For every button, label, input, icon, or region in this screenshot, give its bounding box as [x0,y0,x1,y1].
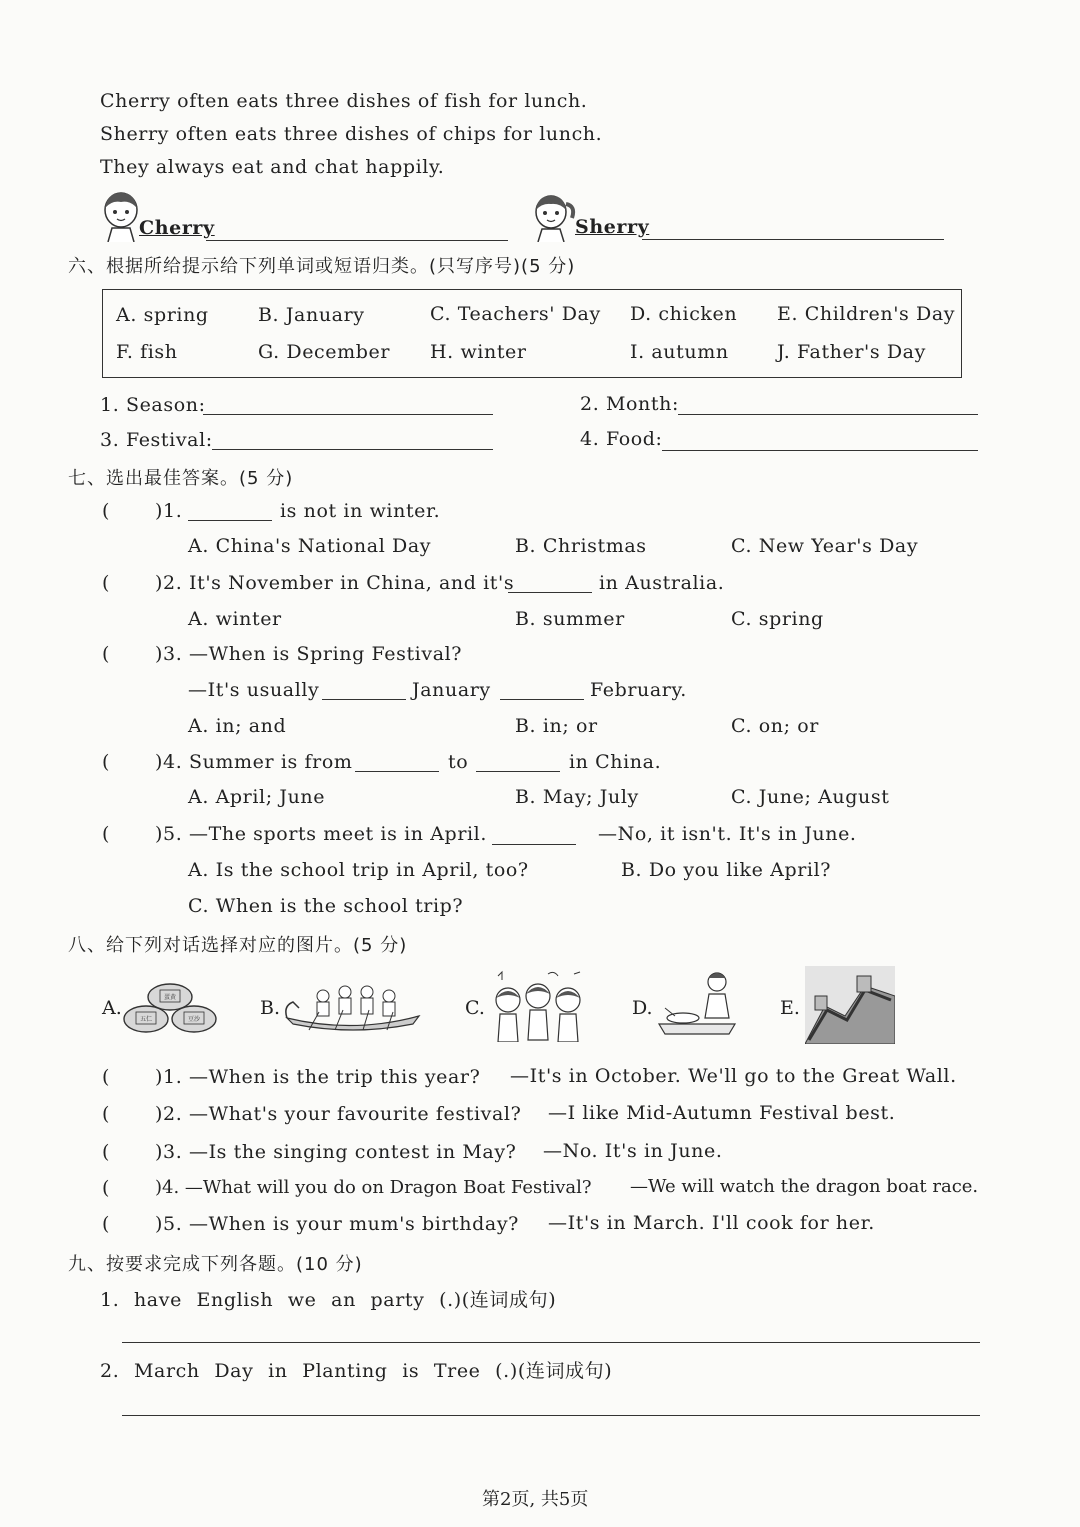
q5-option-b: B. Do you like April? [621,859,832,881]
poem-line-1: Cherry often eats three dishes of fish for lunch. [100,90,588,112]
q3-blank-2 [500,699,584,700]
section-6-title: 六、根据所给提示给下列单词或短语归类。(只写序号)(5 分) [68,256,576,277]
poem-line-2: Sherry often eats three dishes of chips for lunch. [100,123,603,145]
q5-option-c: C. When is the school trip? [188,895,464,917]
q1-num: )1. [155,500,183,522]
q2-text-2: in Australia. [599,572,725,594]
page-number: 第2页, 共5页 [482,1489,589,1510]
q4-paren[interactable]: ( [102,751,110,773]
category-food: 4. Food: [580,428,663,450]
picture-label-a: A. [102,997,122,1019]
singing-kids-picture [488,968,588,1042]
q1-option-a: A. China's National Day [188,535,432,557]
q2-text-1: )2. It's November in China, and it's [155,572,515,594]
festival-answer-line[interactable] [212,449,493,450]
q3-paren[interactable]: ( [102,643,110,665]
word-h: H. winter [430,341,527,363]
q2-blank [508,592,592,593]
dialog-2-answer: —I like Mid-Autumn Festival best. [548,1102,896,1124]
word-g: G. December [258,341,391,363]
q2-paren[interactable]: ( [102,572,110,594]
q3-blank-1 [322,699,406,700]
q2-option-c: C. spring [731,608,824,630]
q3-option-c: C. on; or [731,715,819,737]
q5-text-1: )5. —The sports meet is in April. [155,823,487,845]
mooncake-label-2: 五仁 [139,1016,153,1023]
q4-text-3: in China. [569,751,662,773]
word-j: J. Father's Day [777,341,926,363]
q3-option-a: A. in; and [188,715,287,737]
season-answer-line[interactable] [203,414,493,415]
q5-option-a: A. Is the school trip in April, too? [188,859,529,881]
dialog-3-paren[interactable]: ( [102,1141,110,1163]
word-i: I. autumn [630,341,729,363]
q1-option-c: C. New Year's Day [731,535,919,557]
sherry-answer-line[interactable] [642,239,944,240]
section-9-title: 九、按要求完成下列各题。(10 分) [68,1254,363,1275]
section-7-title: 七、选出最佳答案。(5 分) [68,468,294,489]
q2-option-b: B. summer [515,608,625,630]
word-b: B. January [258,304,365,326]
q4-option-a: A. April; June [188,786,326,808]
picture-label-d: D. [632,997,653,1019]
section-9-q2-answer-line[interactable] [122,1415,980,1416]
dialog-3-question: )3. —Is the singing contest in May? [155,1141,517,1163]
picture-label-b: B. [260,997,281,1019]
q4-text-2: to [448,751,469,773]
dialog-2-question: )2. —What's your favourite festival? [155,1103,522,1125]
word-d: D. chicken [630,303,738,325]
word-f: F. fish [116,341,178,363]
dialog-4-question: )4. —What will you do on Dragon Boat Festival? [155,1177,592,1198]
q3-sub-2: January [412,679,491,701]
section-9-q1: 1. have English we an party (.)(连词成句) [100,1289,557,1311]
dialog-1-paren[interactable]: ( [102,1066,110,1088]
cherry-girl-icon [100,190,142,242]
mooncake-label-1: 蛋黄 [163,994,177,1001]
q4-blank-2 [476,771,560,772]
dialog-3-answer: —No. It's in June. [543,1140,723,1162]
q3-option-b: B. in; or [515,715,598,737]
dialog-1-answer: —It's in October. We'll go to the Great Wall. [510,1065,957,1087]
q4-blank-1 [355,771,439,772]
month-answer-line[interactable] [678,414,978,415]
section-9-q1-answer-line[interactable] [122,1342,980,1343]
picture-label-c: C. [465,997,485,1019]
word-a: A. spring [116,304,209,326]
q4-option-b: B. May; July [515,786,639,808]
category-season: 1. Season: [100,394,206,416]
dialog-4-paren[interactable]: ( [102,1177,110,1199]
sherry-name: Sherry [575,216,650,238]
category-month: 2. Month: [580,393,679,415]
poem-line-3: They always eat and chat happily. [100,156,445,178]
dialog-5-answer: —It's in March. I'll cook for her. [548,1212,875,1234]
q1-text: is not in winter. [280,500,441,522]
q3-text: )3. —When is Spring Festival? [155,643,463,665]
q3-sub-3: February. [590,679,687,701]
q5-blank [492,844,576,845]
food-answer-line[interactable] [662,450,978,451]
great-wall-picture [805,966,895,1044]
q5-paren[interactable]: ( [102,823,110,845]
dialog-2-paren[interactable]: ( [102,1103,110,1125]
dialog-5-paren[interactable]: ( [102,1213,110,1235]
sherry-girl-icon [530,192,576,242]
mooncake-picture [120,975,220,1039]
cherry-name: Cherry [139,217,215,239]
picture-label-e: E. [780,997,800,1019]
section-8-title: 八、给下列对话选择对应的图片。(5 分) [68,935,408,956]
dialog-5-question: )5. —When is your mum's birthday? [155,1213,519,1235]
q3-sub-1: —It's usually [188,679,320,701]
dialog-4-answer: —We will watch the dragon boat race. [630,1176,979,1197]
q2-option-a: A. winter [188,608,282,630]
word-e: E. Children's Day [777,303,956,325]
cherry-answer-line[interactable] [206,240,508,241]
category-festival: 3. Festival: [100,429,213,451]
dialog-1-question: )1. —When is the trip this year? [155,1066,481,1088]
cooking-mum-picture [655,968,739,1042]
q4-option-c: C. June; August [731,786,890,808]
q1-blank [188,520,272,521]
q5-text-2: —No, it isn't. It's in June. [598,823,857,845]
q4-text-1: )4. Summer is from [155,751,353,773]
mooncake-label-3: 豆沙 [187,1016,201,1023]
q1-paren[interactable]: ( [102,500,110,522]
word-c: C. Teachers' Day [430,303,601,325]
section-9-q2: 2. March Day in Planting is Tree (.)(连词成句) [100,1360,613,1382]
dragon-boat-picture [283,978,423,1034]
q1-option-b: B. Christmas [515,535,647,557]
